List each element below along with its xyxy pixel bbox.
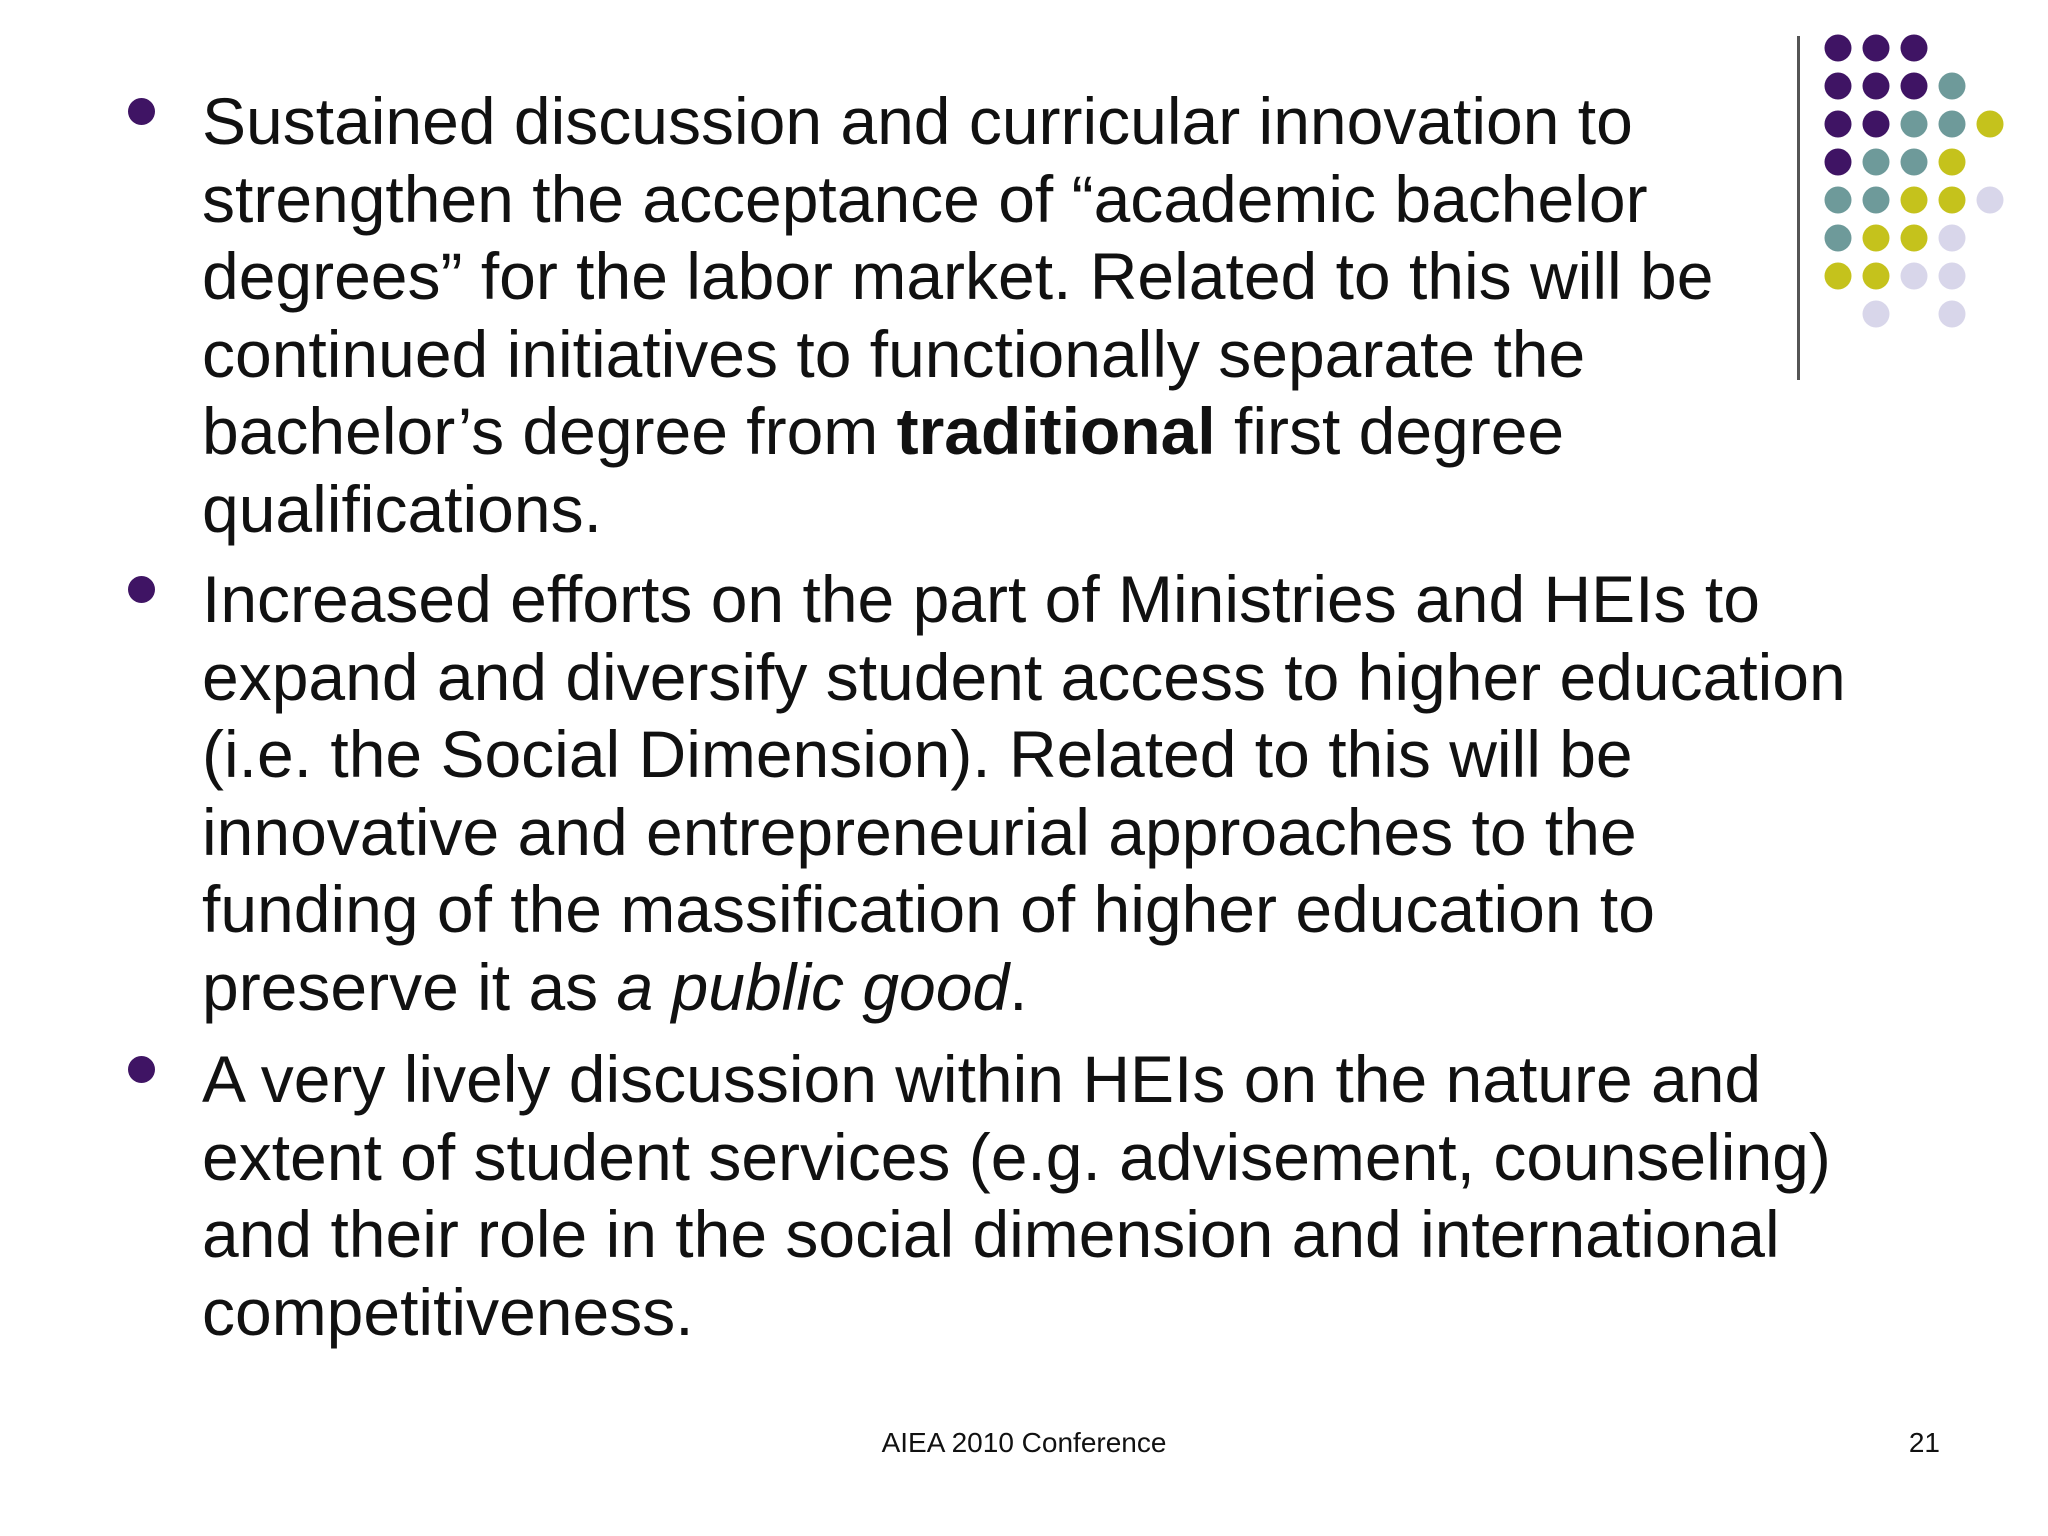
- bullet-marker: [128, 576, 155, 603]
- text-segment: extent of student services (e.g. advisement, counseling): [202, 1119, 1831, 1194]
- text-segment: (i.e. the Social Dimension). Related to this will be: [202, 717, 1633, 791]
- text-segment: and their role in the social dimension and international: [202, 1197, 1780, 1271]
- text-segment: funding of the massification of higher education to: [202, 872, 1655, 946]
- bullet-text-line: [202, 315, 1585, 393]
- bullet-text-line: [202, 1273, 694, 1351]
- text-segment: continued initiatives to functionally separate the: [202, 316, 1586, 391]
- bullet-text-line: [202, 470, 602, 548]
- emphasis-bold: traditional: [896, 394, 1216, 468]
- bullet-text-line: [202, 392, 1564, 470]
- text-segment: preserve it as: [202, 949, 617, 1024]
- emphasis-italic: a public good: [616, 949, 1010, 1024]
- bullet-marker: [128, 1056, 155, 1083]
- footer-conference-name: AIEA 2010 Conference: [881, 1427, 1167, 1458]
- text-segment: expand and diversify student access to higher education: [202, 639, 1846, 714]
- bullet-text-line: [202, 715, 1633, 793]
- slide-page-number: 21: [1908, 1427, 1940, 1458]
- text-segment: innovative and entrepreneurial approaches to the: [202, 794, 1637, 869]
- bullet-text-line: [202, 1040, 1761, 1118]
- text-segment: qualifications.: [202, 471, 602, 546]
- text-segment: .: [1009, 949, 1028, 1024]
- text-segment: strengthen the acceptance of “academic bachelor: [202, 161, 1648, 236]
- bullet-text-line: [202, 870, 1655, 948]
- text-segment: Sustained discussion and curricular innovation to: [202, 84, 1633, 158]
- bullet-text-line: [202, 793, 1637, 871]
- bullet-text-line: [202, 560, 1760, 638]
- text-segment: first degree: [1215, 394, 1565, 468]
- bullet-text-line: [202, 1195, 1780, 1273]
- bullet-text-line: [202, 237, 1713, 315]
- text-segment: competitiveness.: [202, 1274, 694, 1349]
- bullet-text-line: [202, 160, 1648, 238]
- text-segment: degrees” for the labor market. Related to this will be: [202, 239, 1714, 313]
- text-segment: Increased efforts on the part of Ministries and HEIs to: [202, 562, 1760, 636]
- text-segment: A very lively discussion within HEIs on the nature and: [202, 1042, 1762, 1116]
- bullet-text-line: [202, 1118, 1831, 1196]
- bullet-text-line: [202, 948, 1028, 1026]
- bullet-marker: [128, 98, 155, 125]
- bullet-text-line: [202, 82, 1633, 160]
- bullet-text-line: [202, 638, 1846, 716]
- text-segment: bachelor’s degree from: [202, 394, 897, 468]
